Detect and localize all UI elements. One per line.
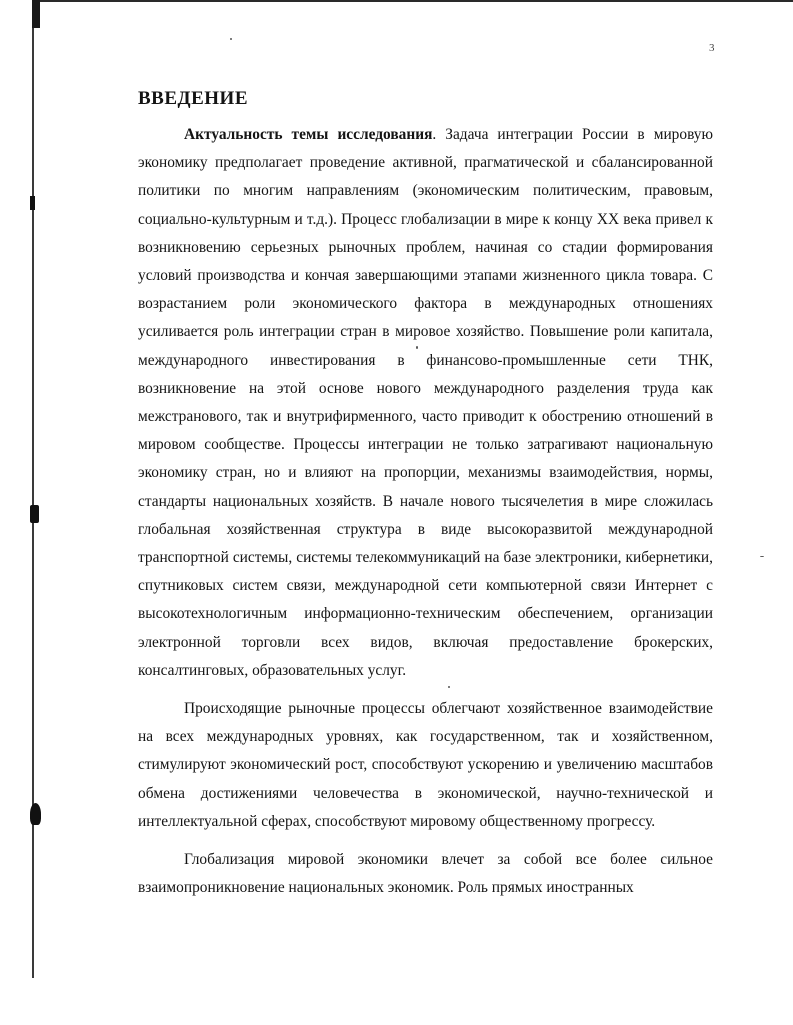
paragraph-market-processes: Происходящие рыночные процессы облегчают хозяйственное взаимодействие на всех международных уровнях, как государственном, так и хозяйственном, стимулируют экономический рост, способствуют ускорению и увеличению масштабов обмена достижениями человечества в экономической, научно-технической и интеллектуальной сферах, способствуют мировому общественному прогрессу.: [138, 700, 713, 830]
document-body: [138, 121, 713, 902]
scan-corner-mark: [32, 0, 40, 28]
paragraph-globalization: Глобализация мировой экономики влечет за собой все более сильное взаимопроникновение национальных экономик. Роль прямых иностранных: [138, 851, 713, 897]
scan-margin-mark: [30, 803, 41, 825]
scan-edge-top: [32, 0, 793, 2]
paragraph-text: . Задача интеграции России в мировую экономику предполагает проведение активной, прагматической и сбалансированной политики по многим направлениям (экономическим политическим, правовым, социально-культурным и т.д.). Процесс глобализации в мире к концу XX века привел к возникновению серьезных рыночных проблем, начиная со стадии формирования условий производства и кончая завершающими этапами жизненного цикла товара. С возрастанием роли экономического фактора в международных отношениях усиливается роль интеграции стран в мировое хозяйство. Повышение роли капитала, международного инвестирования в финансово-промышленные сети ТНК, возникновение на этой основе нового международного разделения труда как межстранового, так и внутрифирменного, часто приводит к обострению отношений в мировом сообществе. Процессы интеграции не только затрагивают национальную экономику стран, но и влияют на пропорции, механизмы взаимодействия, нормы, стандарты национальных хозяйств. В начале нового тысячелетия в мире сложилась глобальная хозяйственная структура в виде высокоразвитой международной транспортной системы, системы телекоммуникаций на базе электроники, кибернетики, спутниковых систем связи, международной сети компьютерной связи Интернет с высокотехнологичным информационно-техническим обеспечением, организации электронной торговли всех видов, включая предоставление брокерских, консалтинговых, образовательных услуг.: [138, 126, 713, 679]
scan-speck: [760, 556, 764, 557]
scan-margin-mark: [30, 196, 35, 210]
paragraph-relevance: [138, 121, 713, 685]
page-title: ВВЕДЕНИЕ: [138, 88, 248, 109]
page-number: 3: [709, 42, 715, 54]
paragraph-lead: Актуальность темы исследования: [184, 126, 433, 143]
scan-edge-left: [32, 0, 34, 978]
scan-margin-mark: [30, 505, 39, 523]
scan-speck: [230, 38, 232, 40]
